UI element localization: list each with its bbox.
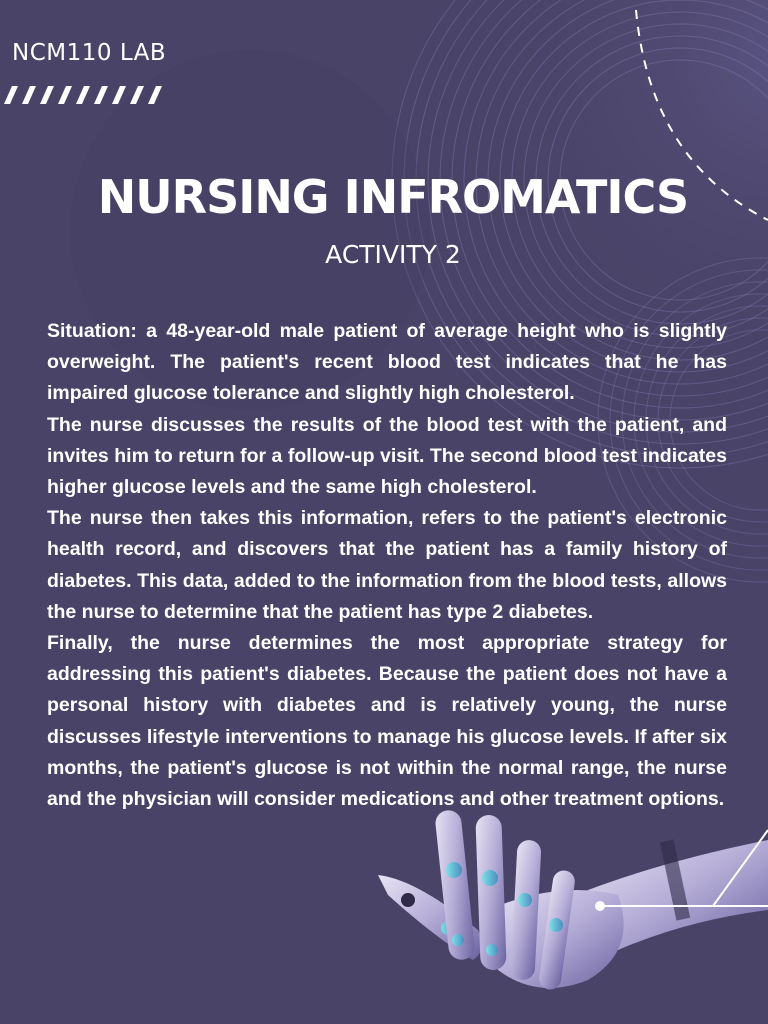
paragraph-strategy: Finally, the nurse determines the most appropriate strategy for addressing this patient's diabetes. Because the patient does not have a personal history with diabetes and is relatively young, the nurse discusses lifestyle interventions to manage his glucose levels. If after six months, the patient's glucose is not within the normal range, the nurse and the physician will consider medications and other treatment options.: [47, 632, 727, 811]
page-title: NURSING INFROMATICS: [97, 170, 689, 224]
page-subtitle: ACTIVITY 2: [325, 240, 461, 269]
paragraph-ehr: The nurse then takes this information, refers to the patient's electronic health record, and discovers that the patient has a family history of diabetes. This data, added to the information from the blood tests, allows the nurse to determine that the patient has type 2 diabetes.: [47, 507, 727, 623]
paragraph-discussion: The nurse discusses the results of the blood test with the patient, and invites him to return for a follow-up visit. The second blood test indicates higher glucose levels and the same high cholesterol.: [47, 413, 727, 499]
activity-body: [47, 316, 727, 815]
robotic-hand-illustration: [368, 800, 768, 1024]
stripe-bar: [0, 82, 168, 106]
lab-label: NCM110 LAB: [12, 40, 167, 66]
paragraph-situation: Situation: a 48-year-old male patient of average height who is slightly overweight. The patient's recent blood test indicates that he has impaired glucose tolerance and slightly high cholesterol.: [47, 320, 727, 405]
